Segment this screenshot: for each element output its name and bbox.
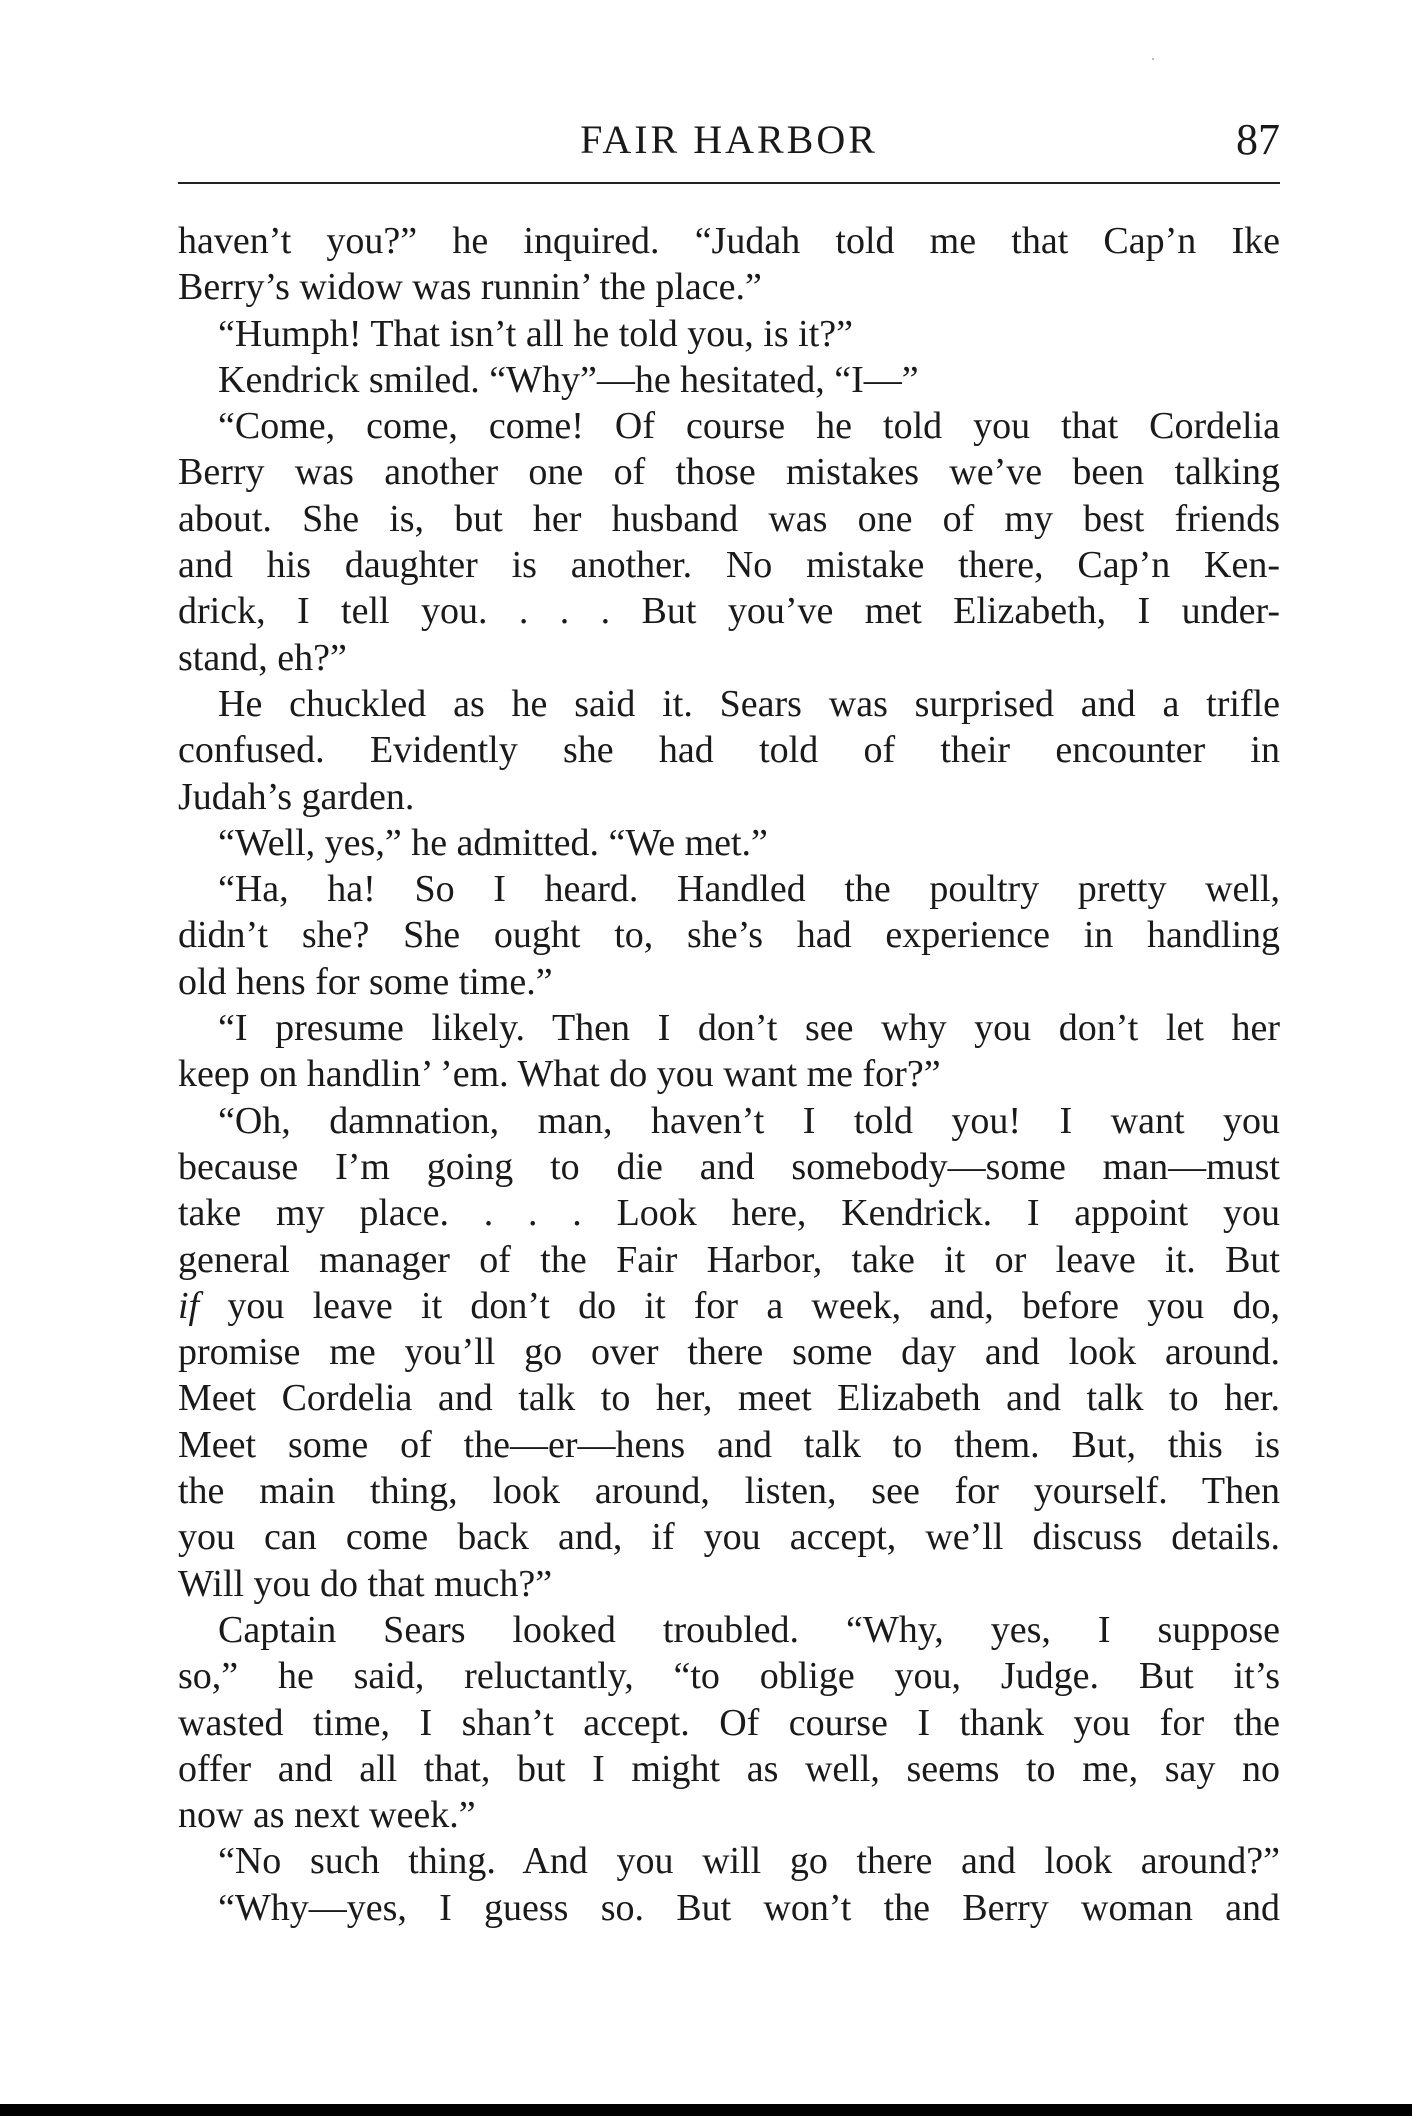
text-line: “Come, come, come! Of course he told you that Cordelia [218,405,1280,448]
running-head [178,115,1280,175]
text-line: Will you do that much?” [178,1562,553,1605]
text-line: Captain Sears looked troubled. “Why, yes, I suppose [218,1608,1280,1651]
text-line: He chuckled as he said it. Sears was surprised and a trifle [218,682,1280,725]
paper-speck [1152,58,1154,60]
text-line: the main thing, look around, listen, see for yourself. Then [178,1470,1280,1513]
text-line: Berry’s widow was runnin’ the place.” [178,266,762,309]
header-rule [178,182,1280,184]
text-line: take my place. . . . Look here, Kendrick. I appoint you [178,1192,1280,1235]
text-line: confused. Evidently she had told of their encounter in [178,729,1280,772]
text-line: now as next week.” [178,1794,476,1837]
text-line: old hens for some time.” [178,960,553,1003]
text-line: and his daughter is another. No mistake there, Cap’n Ken- [178,544,1280,587]
text-line: Meet Cordelia and talk to her, meet Elizabeth and talk to her. [178,1377,1280,1420]
text-line: so,” he said, reluctantly, “to oblige you, Judge. But it’s [178,1655,1280,1698]
text-line: you can come back and, if you accept, we’ll discuss details. [178,1516,1280,1559]
text-line: “Oh, damnation, man, haven’t I told you! I want you [218,1099,1280,1142]
text-line: offer and all that, but I might as well, seems to me, say no [178,1747,1280,1790]
text-line: Kendrick smiled. “Why”—he hesitated, “I—” [218,358,919,401]
text-line: Berry was another one of those mistakes we’ve been talking [178,451,1280,494]
text-line: keep on handlin’ ’em. What do you want me for?” [178,1053,941,1096]
text-line: “Humph! That isn’t all he told you, is it?” [218,312,853,355]
text-line: about. She is, but her husband was one of my best friends [178,497,1280,540]
page-number: 87 [1236,115,1280,164]
body-text [178,218,1280,1931]
text-line: wasted time, I shan’t accept. Of course I thank you for the [178,1701,1280,1744]
text-line: “No such thing. And you will go there and look around?” [218,1840,1280,1883]
text-line: general manager of the Fair Harbor, take it or leave it. But [178,1238,1280,1281]
italic-word: if [178,1284,200,1327]
text-line: “Well, yes,” he admitted. “We met.” [218,821,768,864]
text-line: “Why—yes, I guess so. But won’t the Berry woman and [218,1886,1280,1929]
text-line: haven’t you?” he inquired. “Judah told me that Cap’n Ike [178,220,1280,262]
text-line: promise me you’ll go over there some day and look around. [178,1331,1280,1374]
running-title: FAIR HARBOR [580,117,878,162]
text-line: stand, eh?” [178,636,347,679]
text-line: “Ha, ha! So I heard. Handled the poultry pretty well, [218,868,1280,911]
text-line: if you leave it don’t do it for a week, and, before you do, [178,1284,1280,1327]
text-line: didn’t she? She ought to, she’s had experience in handling [178,914,1280,957]
text-line: Judah’s garden. [178,775,415,818]
bottom-border [0,2104,1412,2116]
text-line: Meet some of the—er—hens and talk to them. But, this is [178,1423,1280,1466]
text-line: “I presume likely. Then I don’t see why you don’t let her [218,1007,1280,1050]
text-line: drick, I tell you. . . . But you’ve met Elizabeth, I under- [178,590,1280,633]
text-line: because I’m going to die and somebody—some man—must [178,1145,1280,1188]
